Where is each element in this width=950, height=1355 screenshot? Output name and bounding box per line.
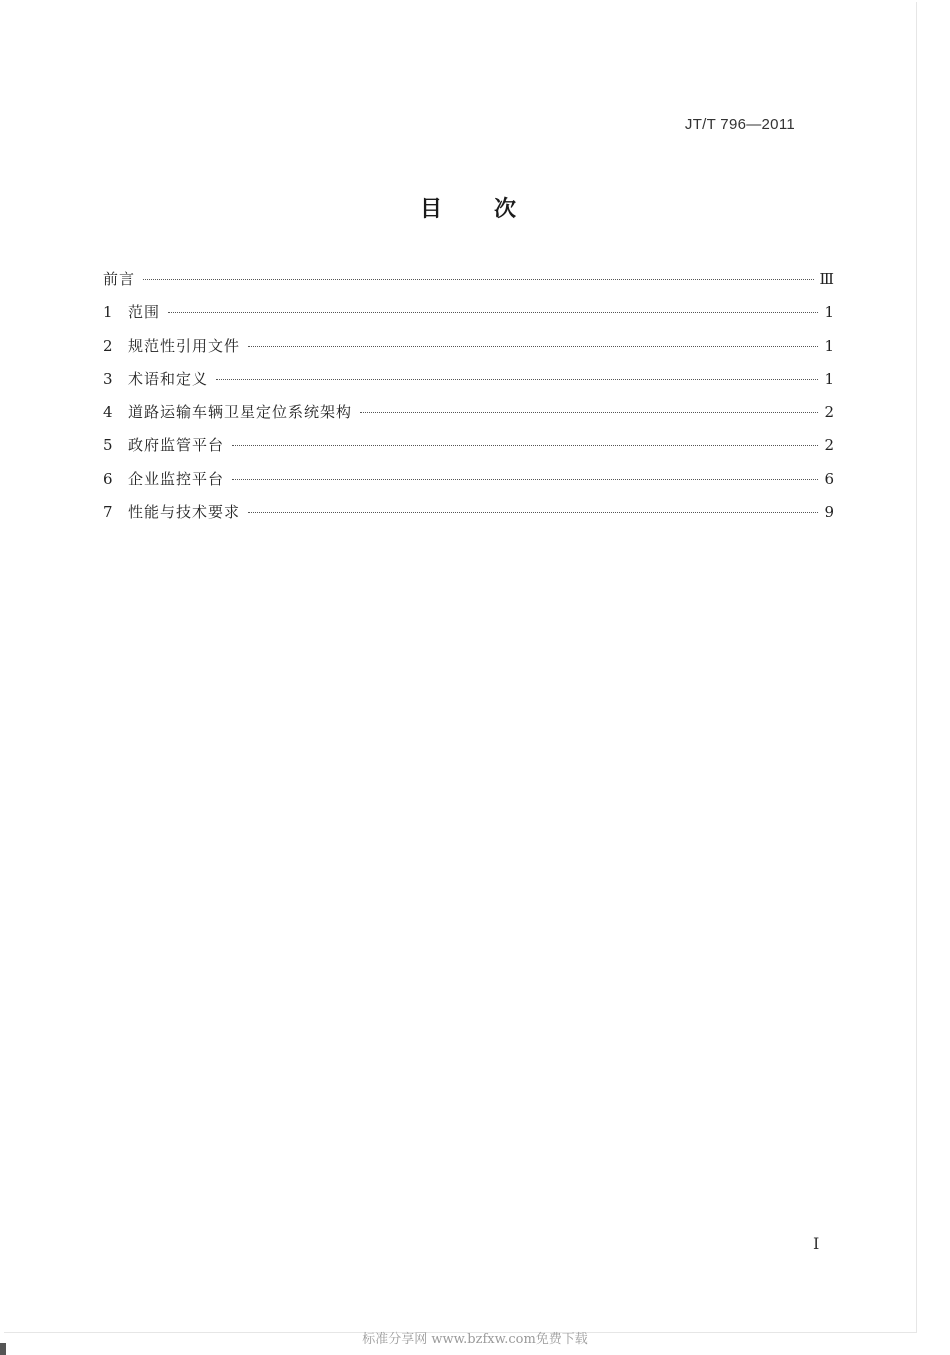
toc-entry-page: 2	[824, 436, 834, 455]
standard-code: JT/T 796—2011	[684, 116, 795, 133]
toc-entry-label: 道路运输车辆卫星定位系统架构	[128, 403, 353, 422]
toc-entry-page: 2	[824, 403, 834, 422]
toc-entry-terms-definitions[interactable]	[103, 368, 834, 401]
toc-entry-label: 政府监管平台	[128, 436, 225, 455]
toc-entry-page: Ⅲ	[819, 270, 834, 288]
toc-entry-number: 4	[103, 403, 113, 422]
toc-entry-page: 6	[824, 469, 834, 488]
toc-entry-number: 5	[103, 436, 113, 455]
toc-entry-label: 前言	[103, 270, 136, 288]
toc-leader-dots	[232, 445, 818, 446]
toc-entry-number: 6	[103, 469, 113, 488]
toc-entry-page: 1	[824, 303, 834, 322]
toc-entry-government-platform[interactable]	[103, 434, 834, 467]
watermark-text: 标准分享网 www.bzfxw.com免费下载	[362, 1332, 588, 1347]
toc-entry-number: 7	[103, 503, 113, 522]
toc-entry-label: 规范性引用文件	[128, 336, 241, 355]
toc-entry-system-architecture[interactable]	[103, 401, 834, 434]
toc-entry-label: 术语和定义	[128, 369, 209, 388]
toc-entry-foreword[interactable]	[103, 268, 834, 301]
toc-entry-label: 性能与技术要求	[128, 503, 241, 522]
table-of-contents	[103, 268, 834, 534]
toc-leader-dots	[232, 479, 818, 480]
toc-entry-page: 1	[824, 336, 834, 355]
toc-entry-label: 范围	[128, 303, 161, 322]
page-number: I	[813, 1234, 820, 1253]
toc-entry-number: 2	[103, 336, 113, 355]
toc-title: 目次	[419, 197, 568, 222]
toc-entry-label: 企业监控平台	[128, 469, 225, 488]
toc-entry-page: 9	[824, 503, 834, 522]
toc-entry-number: 1	[103, 303, 113, 322]
toc-leader-dots	[248, 346, 818, 347]
toc-entry-performance-requirements[interactable]	[103, 501, 834, 534]
document-page	[4, 2, 917, 1333]
toc-leader-dots	[143, 279, 814, 280]
toc-entry-normative-references[interactable]	[103, 335, 834, 368]
toc-leader-dots	[216, 379, 818, 380]
toc-entry-page: 1	[824, 369, 834, 388]
toc-entry-scope[interactable]	[103, 301, 834, 334]
toc-entry-enterprise-platform[interactable]	[103, 468, 834, 501]
toc-entry-number: 3	[103, 369, 113, 388]
toc-leader-dots	[248, 512, 818, 513]
toc-leader-dots	[168, 312, 818, 313]
toc-leader-dots	[360, 412, 818, 413]
scan-edge-mark	[0, 1343, 6, 1355]
